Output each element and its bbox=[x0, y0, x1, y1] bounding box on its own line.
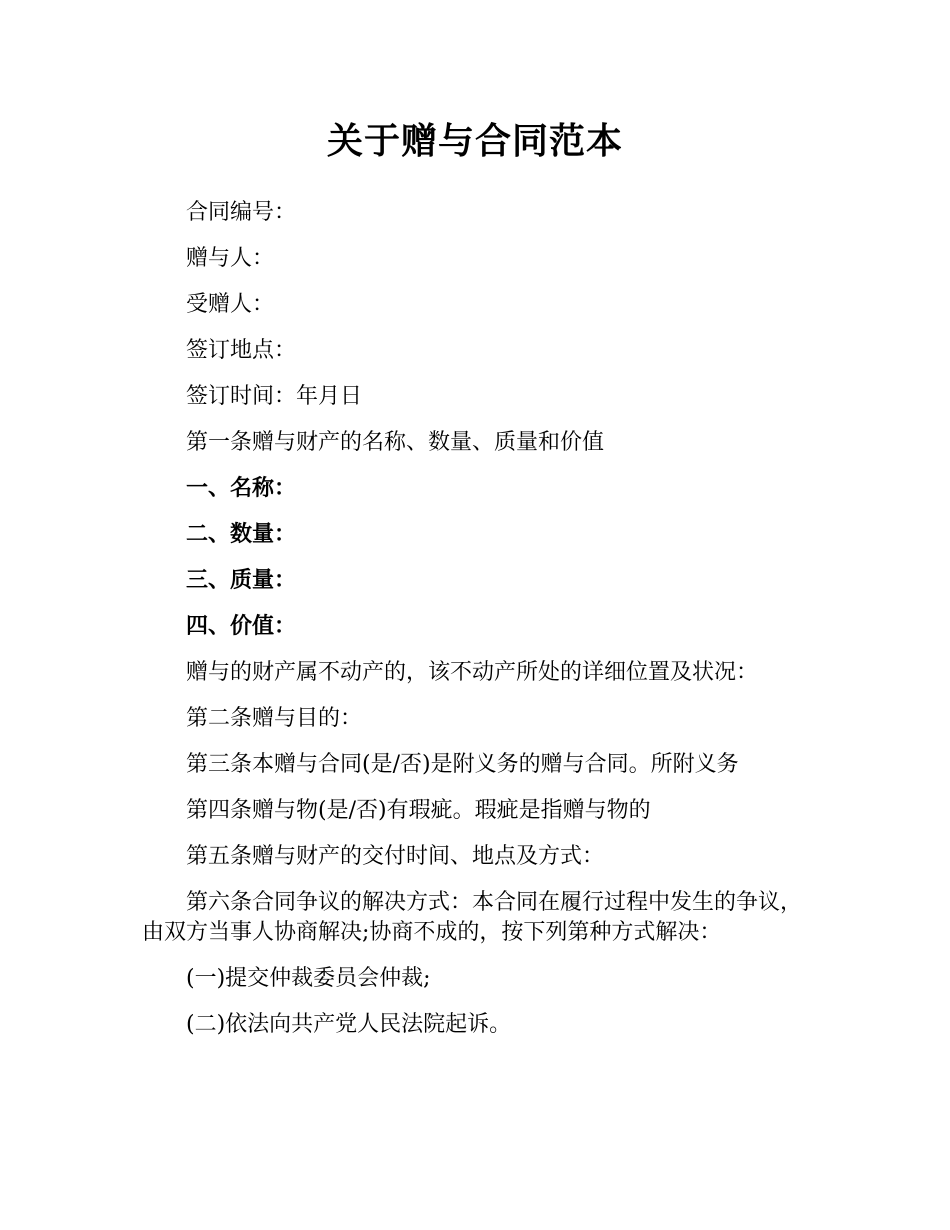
item-name-line: 一、名称： bbox=[186, 476, 297, 501]
signing-date-line: 签订时间：年月日 bbox=[186, 384, 363, 409]
contract-number-line: 合同编号： bbox=[186, 200, 297, 225]
article-4-paragraph: 第四条赠与物(是/否)有瑕疵。瑕疵是指赠与物的 bbox=[186, 798, 651, 823]
donor-line: 赠与人： bbox=[186, 246, 275, 271]
article-1-heading: 第一条赠与财产的名称、数量、质量和价值 bbox=[186, 430, 605, 455]
article-6-paragraph: 第六条合同争议的解决方式：本合同在履行过程中发生的争议，由双方当事人协商解决;协商不成的，按下列第种方式解决： bbox=[142, 890, 803, 945]
item-quality-line: 三、质量： bbox=[186, 568, 297, 593]
signing-place-line: 签订地点： bbox=[186, 338, 297, 363]
article-3-paragraph: 第三条本赠与合同(是/否)是附义务的赠与合同。所附义务 bbox=[186, 752, 739, 777]
document-title: 关于赠与合同范本 bbox=[326, 121, 623, 162]
item-quantity-line: 二、数量： bbox=[186, 522, 297, 547]
real-estate-paragraph: 赠与的财产属不动产的，该不动产所处的详细位置及状况： bbox=[186, 660, 759, 685]
item-value-line: 四、价值： bbox=[186, 614, 297, 639]
option-1-line: (一)提交仲裁委员会仲裁; bbox=[186, 966, 431, 991]
donee-line: 受赠人： bbox=[186, 292, 275, 317]
document-body bbox=[142, 198, 812, 1056]
article-5-paragraph: 第五条赠与财产的交付时间、地点及方式： bbox=[186, 844, 605, 869]
option-2-line: (二)依法向共产党人民法院起诉。 bbox=[186, 1012, 512, 1037]
article-2-paragraph: 第二条赠与目的： bbox=[186, 706, 363, 731]
